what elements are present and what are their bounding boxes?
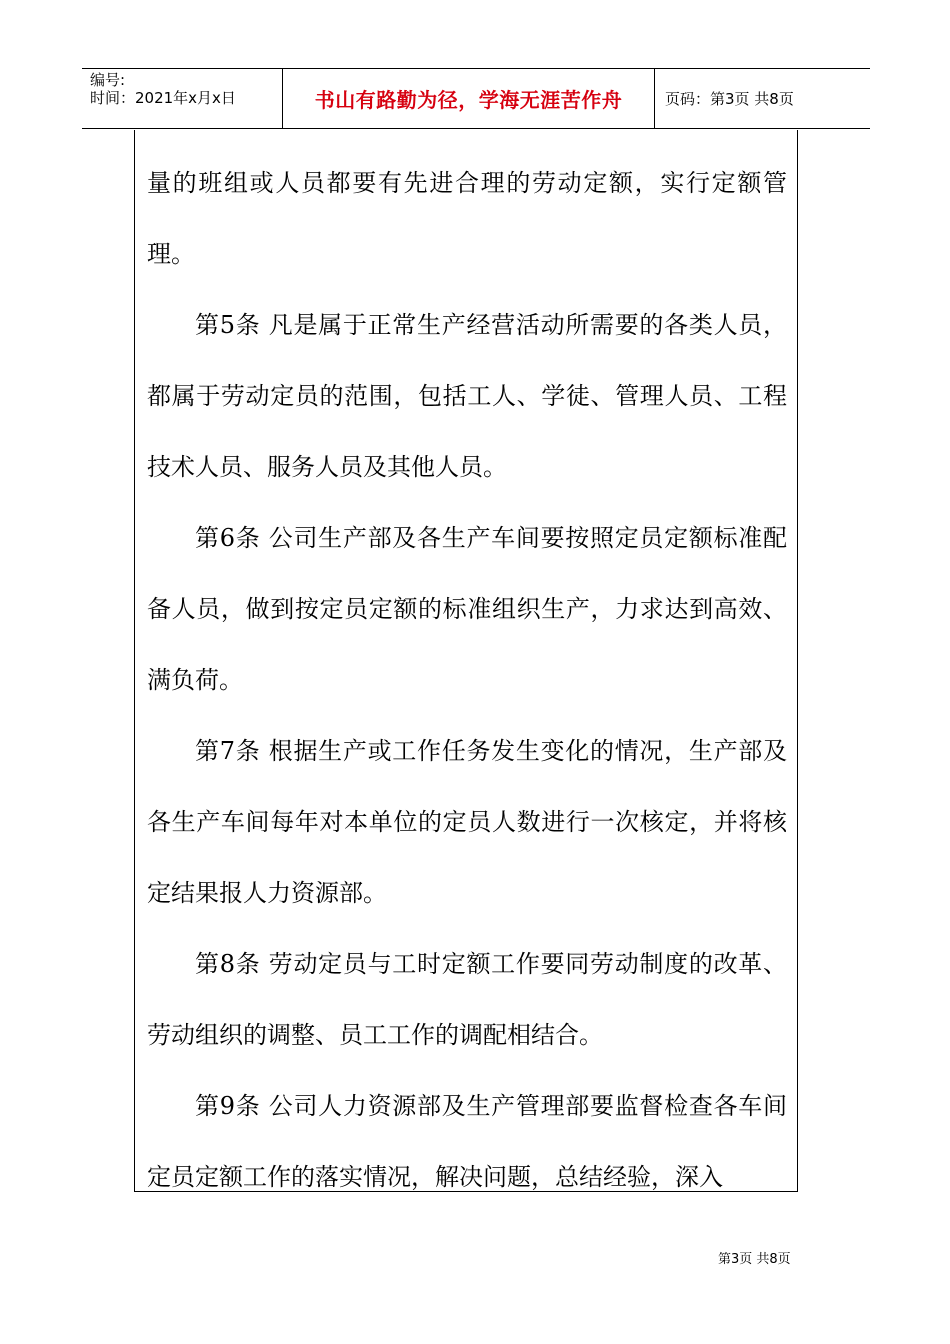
time-label: 时间：2021年x月x日 (90, 89, 236, 107)
content-box (134, 130, 798, 1192)
header-meta (82, 69, 282, 128)
header-motto-cell (282, 69, 655, 128)
article-9: 第9条 公司人力资源部及生产管理部要监督检查各车间定员定额工作的落实情况，解决问题，总结经验，深入 (147, 1092, 787, 1191)
footer-page-number: 第3页 共8页 (718, 1252, 791, 1267)
document-header (82, 68, 870, 129)
article-5: 第5条 凡是属于正常生产经营活动所需要的各类人员，都属于劳动定员的范围，包括工人、学徒、管理人员、工程技术人员、服务人员及其他人员。 (147, 311, 787, 481)
paragraph-continuation: 量的班组或人员都要有先进合理的劳动定额，实行定额管理。 (147, 169, 787, 268)
article-8: 第8条 劳动定员与工时定额工作要同劳动制度的改革、劳动组织的调整、员工工作的调配相结合。 (147, 950, 787, 1049)
motto-text: 书山有路勤为径，学海无涯苦作舟 (314, 88, 623, 112)
number-label: 编号: (90, 71, 126, 89)
article-6: 第6条 公司生产部及各生产车间要按照定员定额标准配备人员，做到按定员定额的标准组织生产，力求达到高效、满负荷。 (147, 524, 787, 694)
article-7: 第7条 根据生产或工作任务发生变化的情况，生产部及各生产车间每年对本单位的定员人数进行一次核定，并将核定结果报人力资源部。 (147, 737, 787, 907)
header-page-info: 页码：第3页 共8页 (665, 90, 794, 108)
